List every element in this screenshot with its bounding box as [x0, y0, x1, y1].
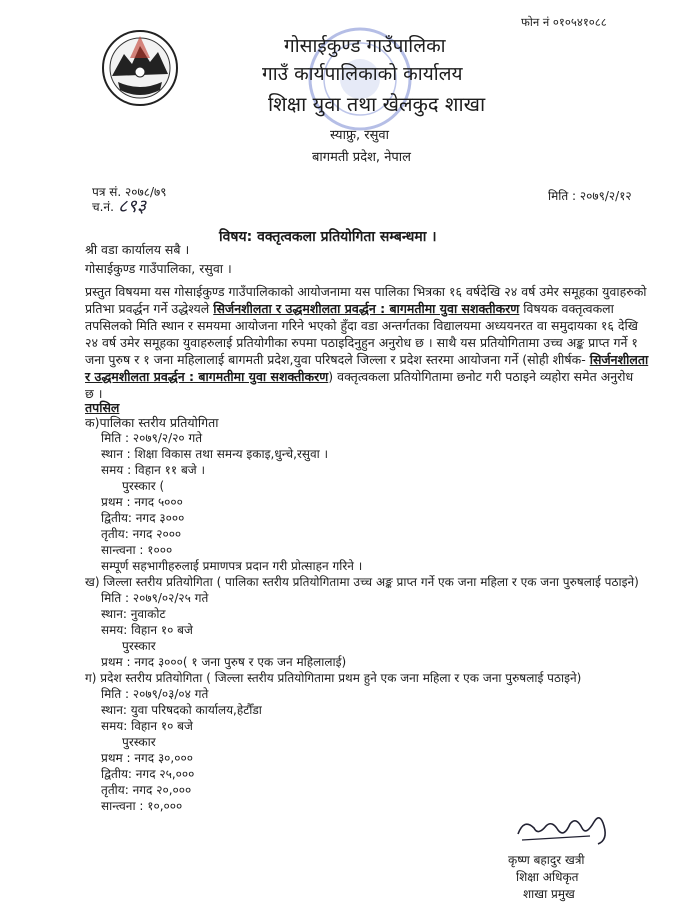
dispatch-number-label: च.नं.: [92, 200, 114, 214]
section-kha-prize-first: प्रथम : नगद ३०००( १ जना पुरुष र एक जन महिलालाई): [101, 655, 347, 669]
signatory-post: शिक्षा अधिकृत: [516, 870, 579, 884]
dispatch-number-handwritten: ८९३: [118, 196, 147, 217]
phone-number: फोन नं ०१०५४१०८८: [521, 15, 607, 29]
section-kha-prize-heading: पुरस्कार: [122, 639, 156, 653]
section-ka-place: स्थान : शिक्षा विकास तथा समन्य इकाइ,धुन्चे,रसुवा ।: [101, 447, 329, 461]
office-province-line: बागमती प्रदेश, नेपाल: [312, 150, 411, 165]
body-line7: छ ।: [85, 386, 103, 401]
office-name-line1: गोसाईकुण्ड गाउँपालिका: [284, 35, 446, 57]
section-kha-place: स्थान: नुवाकोट: [101, 607, 166, 621]
letter-date: मिति : २०७९/२/१२: [548, 189, 632, 203]
handwritten-signature: [512, 806, 622, 850]
section-ga-time: समय: विहान १० बजे: [101, 719, 193, 733]
section-ga-prize-first: प्रथम : नगद ३०,०००: [101, 751, 193, 765]
nepal-emblem-logo: [100, 28, 180, 108]
section-ga-prize-third: तृतीय: नगद २०,०००: [101, 783, 192, 797]
section-ka-prize-first: प्रथम : नगद ५०००: [101, 495, 183, 509]
section-kha-title: ख) जिल्ला स्तरीय प्रतियोगिता ( पालिका स्तरीय प्रतियोगितामा उच्च अङ्क प्राप्त गर्ने एक जना महिला र एक जना पुरुषलाई पठाइने): [85, 575, 639, 589]
section-ga-prize-consolation: सान्त्वना : १०,०००: [101, 799, 183, 813]
section-ga-prize-heading: पुरस्कार: [122, 735, 156, 749]
section-ka-note: सम्पूर्ण सहभागीहरुलाई प्रमाणपत्र प्रदान गरी प्रोत्साहन गरिने ।: [101, 559, 363, 573]
body-line1: प्रस्तुत विषयमा यस गोसाईकुण्ड गाउँपालिकाको आयोजनामा यस पालिका भित्रका १६ वर्षदेखि २४ वर्ष उमेर समूहका युवाहरुको: [85, 284, 647, 299]
office-name-line3: शिक्षा युवा तथा खेलकुद शाखा: [268, 92, 486, 116]
body-line5: [85, 351, 648, 369]
section-ka-prize-heading: पुरस्कार (: [122, 479, 165, 493]
section-kha-time: समय: विहान १० बजे: [101, 623, 193, 637]
section-ka-time: समय : विहान ११ बजे ।: [101, 463, 206, 477]
office-address-line: स्याफ्रु, रसुवा: [330, 128, 389, 143]
schedule-heading: तपसिल: [85, 400, 120, 415]
section-ka-prize-third: तृतीय: नगद २०००: [101, 527, 182, 541]
letter-number: पत्र सं. २०७८/७९: [92, 185, 167, 199]
section-kha-date: मिति : २०७९/०२/२५ गते: [101, 591, 209, 605]
recipient-line1: श्री वडा कार्यालय सबै ।: [85, 242, 190, 257]
body-line6-end: ) वक्तृत्वकला प्रतियोगितामा छनोट गरी पठाइने व्यहोरा समेत अनुरोध: [328, 369, 634, 384]
recipient-line2: गोसाईकुण्ड गाउँपालिका, रसुवा ।: [85, 261, 232, 276]
body-line2-end: विषयक वक्तृत्वकला: [519, 301, 614, 316]
body-line2-start: प्रतिभा प्रवर्द्धन गर्ने उद्धेश्यले: [85, 301, 214, 316]
section-ka-prize-consolation: सान्त्वना : १०००: [101, 543, 173, 557]
subject-line: विषय: वक्तृत्वकला प्रतियोगिता सम्बन्धमा ।: [219, 229, 437, 245]
section-ka-prize-second: द्वितीय: नगद ३०००: [101, 511, 185, 525]
section-ka-date: मिति : २०७९/२/२० गते: [101, 431, 203, 445]
body-line4: २४ वर्ष उमेर समूहका युवाहरुलाई प्रतियोगीका रुपमा पठाइदिनुहुन अनुरोध छ । साथै यस प्रतियोगितामा उच्च अङ्क प्राप्त गर्ने १: [85, 335, 638, 350]
section-ga-date: मिति : २०७९/०३/०४ गते: [101, 687, 209, 701]
body-line5-start: जना पुरुष र १ जना महिलालाई बागमती प्रदेश,युवा परिषदले जिल्ला र प्रदेश स्तरमा आयोजना गर्ने (सोही शीर्षक-: [85, 352, 590, 367]
signatory-name: कृष्ण बहादुर खत्री: [508, 853, 585, 867]
body-theme-highlight: सिर्जनशीलता र उद्धमशीलता प्रवर्द्धन : बागमतीमा युवा सशक्तीकरण: [213, 301, 520, 316]
body-theme-highlight-2: सिर्जनशीलता: [589, 352, 649, 367]
office-name-line2: गाउँ कार्यपालिकाको कार्यालय: [262, 63, 463, 85]
section-ga-prize-second: द्वितीय: नगद २५,०००: [101, 767, 195, 781]
body-line6: [85, 368, 633, 386]
section-ga-title: ग) प्रदेश स्तरीय प्रतियोगिता ( जिल्ला स्तरीय प्रतियोगितामा प्रथम हुने एक जना महिला र एक जना पुरुषलाई पठाइने): [85, 671, 582, 685]
body-line2: [85, 300, 614, 318]
signatory-department: शाखा प्रमुख: [523, 887, 575, 901]
body-theme-highlight-3: र उद्धमशीलता प्रवर्द्धन : बागमतीमा युवा सशक्तीकरण: [85, 369, 329, 384]
section-ga-place: स्थान: युवा परिषदको कार्यालय,हेटौँडा: [101, 703, 262, 717]
section-ka-title: क)पालिका स्तरीय प्रतियोगिता: [85, 415, 219, 430]
body-line3: तपसिलको मिति स्थान र समयमा आयोजना गरिने भएको हुँदा वडा अन्तर्गतका विद्यालयमा अध्ययनरत वा समुदायका १६ देखि: [85, 318, 638, 333]
